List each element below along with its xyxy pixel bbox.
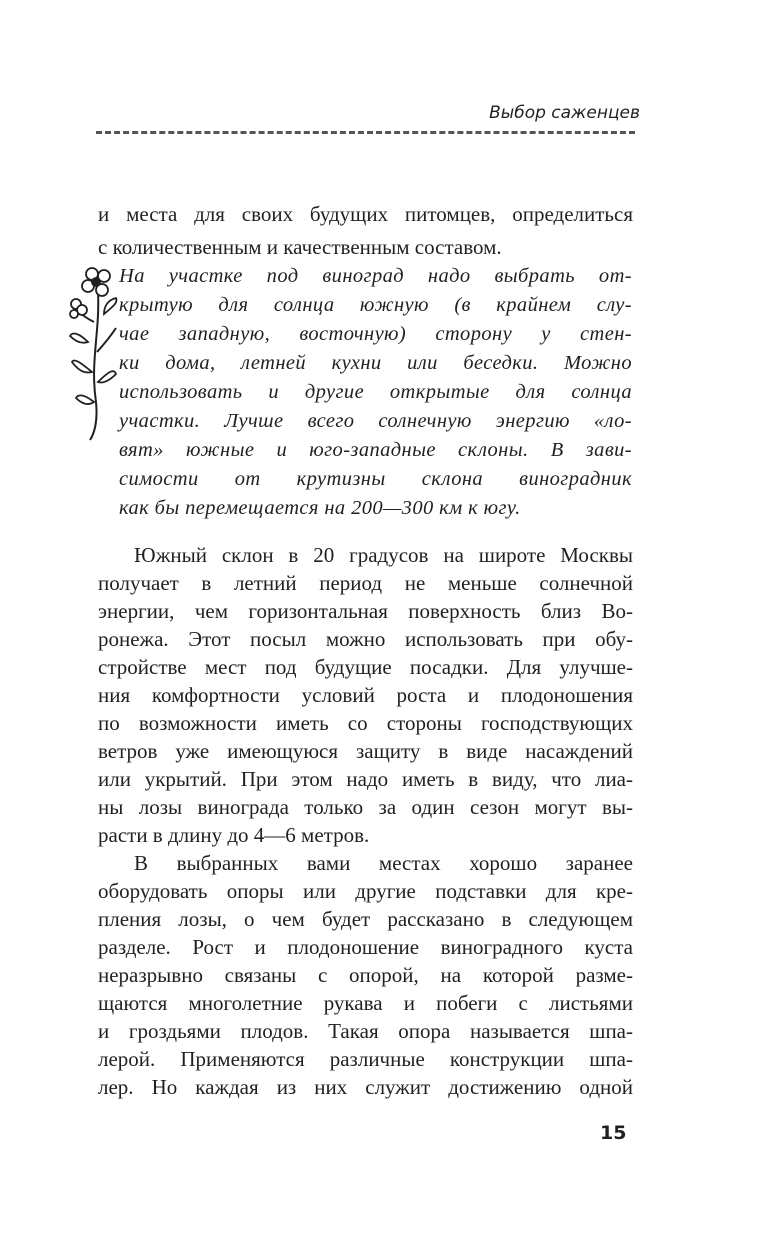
- text-line: разделе. Рост и плодоношение виноградного куста: [98, 935, 633, 959]
- text-line: вят» южные и юго-западные склоны. В зави-: [119, 439, 632, 461]
- text-line: щаются многолетние рукава и побеги с листьями: [98, 991, 633, 1015]
- intro-text: [98, 201, 633, 267]
- text-line: и места для своих будущих питомцев, определиться: [98, 202, 633, 226]
- flower-icon: [68, 262, 118, 442]
- text-line: использовать и другие открытые для солнца: [119, 381, 632, 403]
- text-line: ки дома, летней кухни или беседки. Можно: [119, 352, 632, 374]
- callout-text: [119, 262, 632, 523]
- text-line: лерой. Применяются различные конструкции шпа-: [98, 1047, 633, 1071]
- text-line: неразрывно связаны с опорой, на которой разме-: [98, 963, 633, 987]
- text-line: ны лозы винограда только за один сезон могут вы-: [98, 795, 633, 819]
- text-line: как бы перемещается на 200—300 км к югу.: [119, 497, 521, 519]
- text-line: по возможности иметь со стороны господствующих: [98, 711, 633, 735]
- text-line: симости от крутизны склона виноградник: [119, 468, 632, 490]
- text-line: пления лозы, о чем будет рассказано в следующем: [98, 907, 633, 931]
- text-line: стройстве мест под будущие посадки. Для улучше-: [98, 655, 633, 679]
- text-line: или укрытий. При этом надо иметь в виду, что лиа-: [98, 767, 633, 791]
- text-line: крытую для солнца южную (в крайнем слу-: [119, 294, 632, 316]
- text-line: получает в летний период не меньше солнечной: [98, 571, 633, 595]
- page-number: 15: [600, 1122, 627, 1144]
- text-line: ветров уже имеющуюся защиту в виде насаждений: [98, 739, 633, 763]
- text-line: оборудовать опоры или другие подставки для кре-: [98, 879, 633, 903]
- text-line: В выбранных вами местах хорошо заранее: [134, 851, 633, 875]
- text-line: чае западную, восточную) сторону у стен-: [119, 323, 632, 345]
- body-text: [98, 541, 633, 1101]
- text-line: Южный склон в 20 градусов на широте Москвы: [134, 543, 633, 567]
- text-line: энергии, чем горизонтальная поверхность близ Во-: [98, 599, 633, 623]
- header-divider: [96, 131, 635, 134]
- text-line: расти в длину до 4—6 метров.: [98, 823, 370, 847]
- text-line: На участке под виноград надо выбрать от-: [119, 265, 632, 287]
- text-line: и гроздьями плодов. Такая опора называется шпа-: [98, 1019, 633, 1043]
- text-line: ронежа. Этот посыл можно использовать при обу-: [98, 627, 633, 651]
- running-header: Выбор саженцев: [489, 103, 640, 123]
- text-line: ния комфортности условий роста и плодоношения: [98, 683, 633, 707]
- text-line: лер. Но каждая из них служит достижению одной: [98, 1075, 633, 1099]
- text-line: с количественным и качественным составом.: [98, 235, 502, 259]
- text-line: участки. Лучше всего солнечную энергию «ло-: [119, 410, 632, 432]
